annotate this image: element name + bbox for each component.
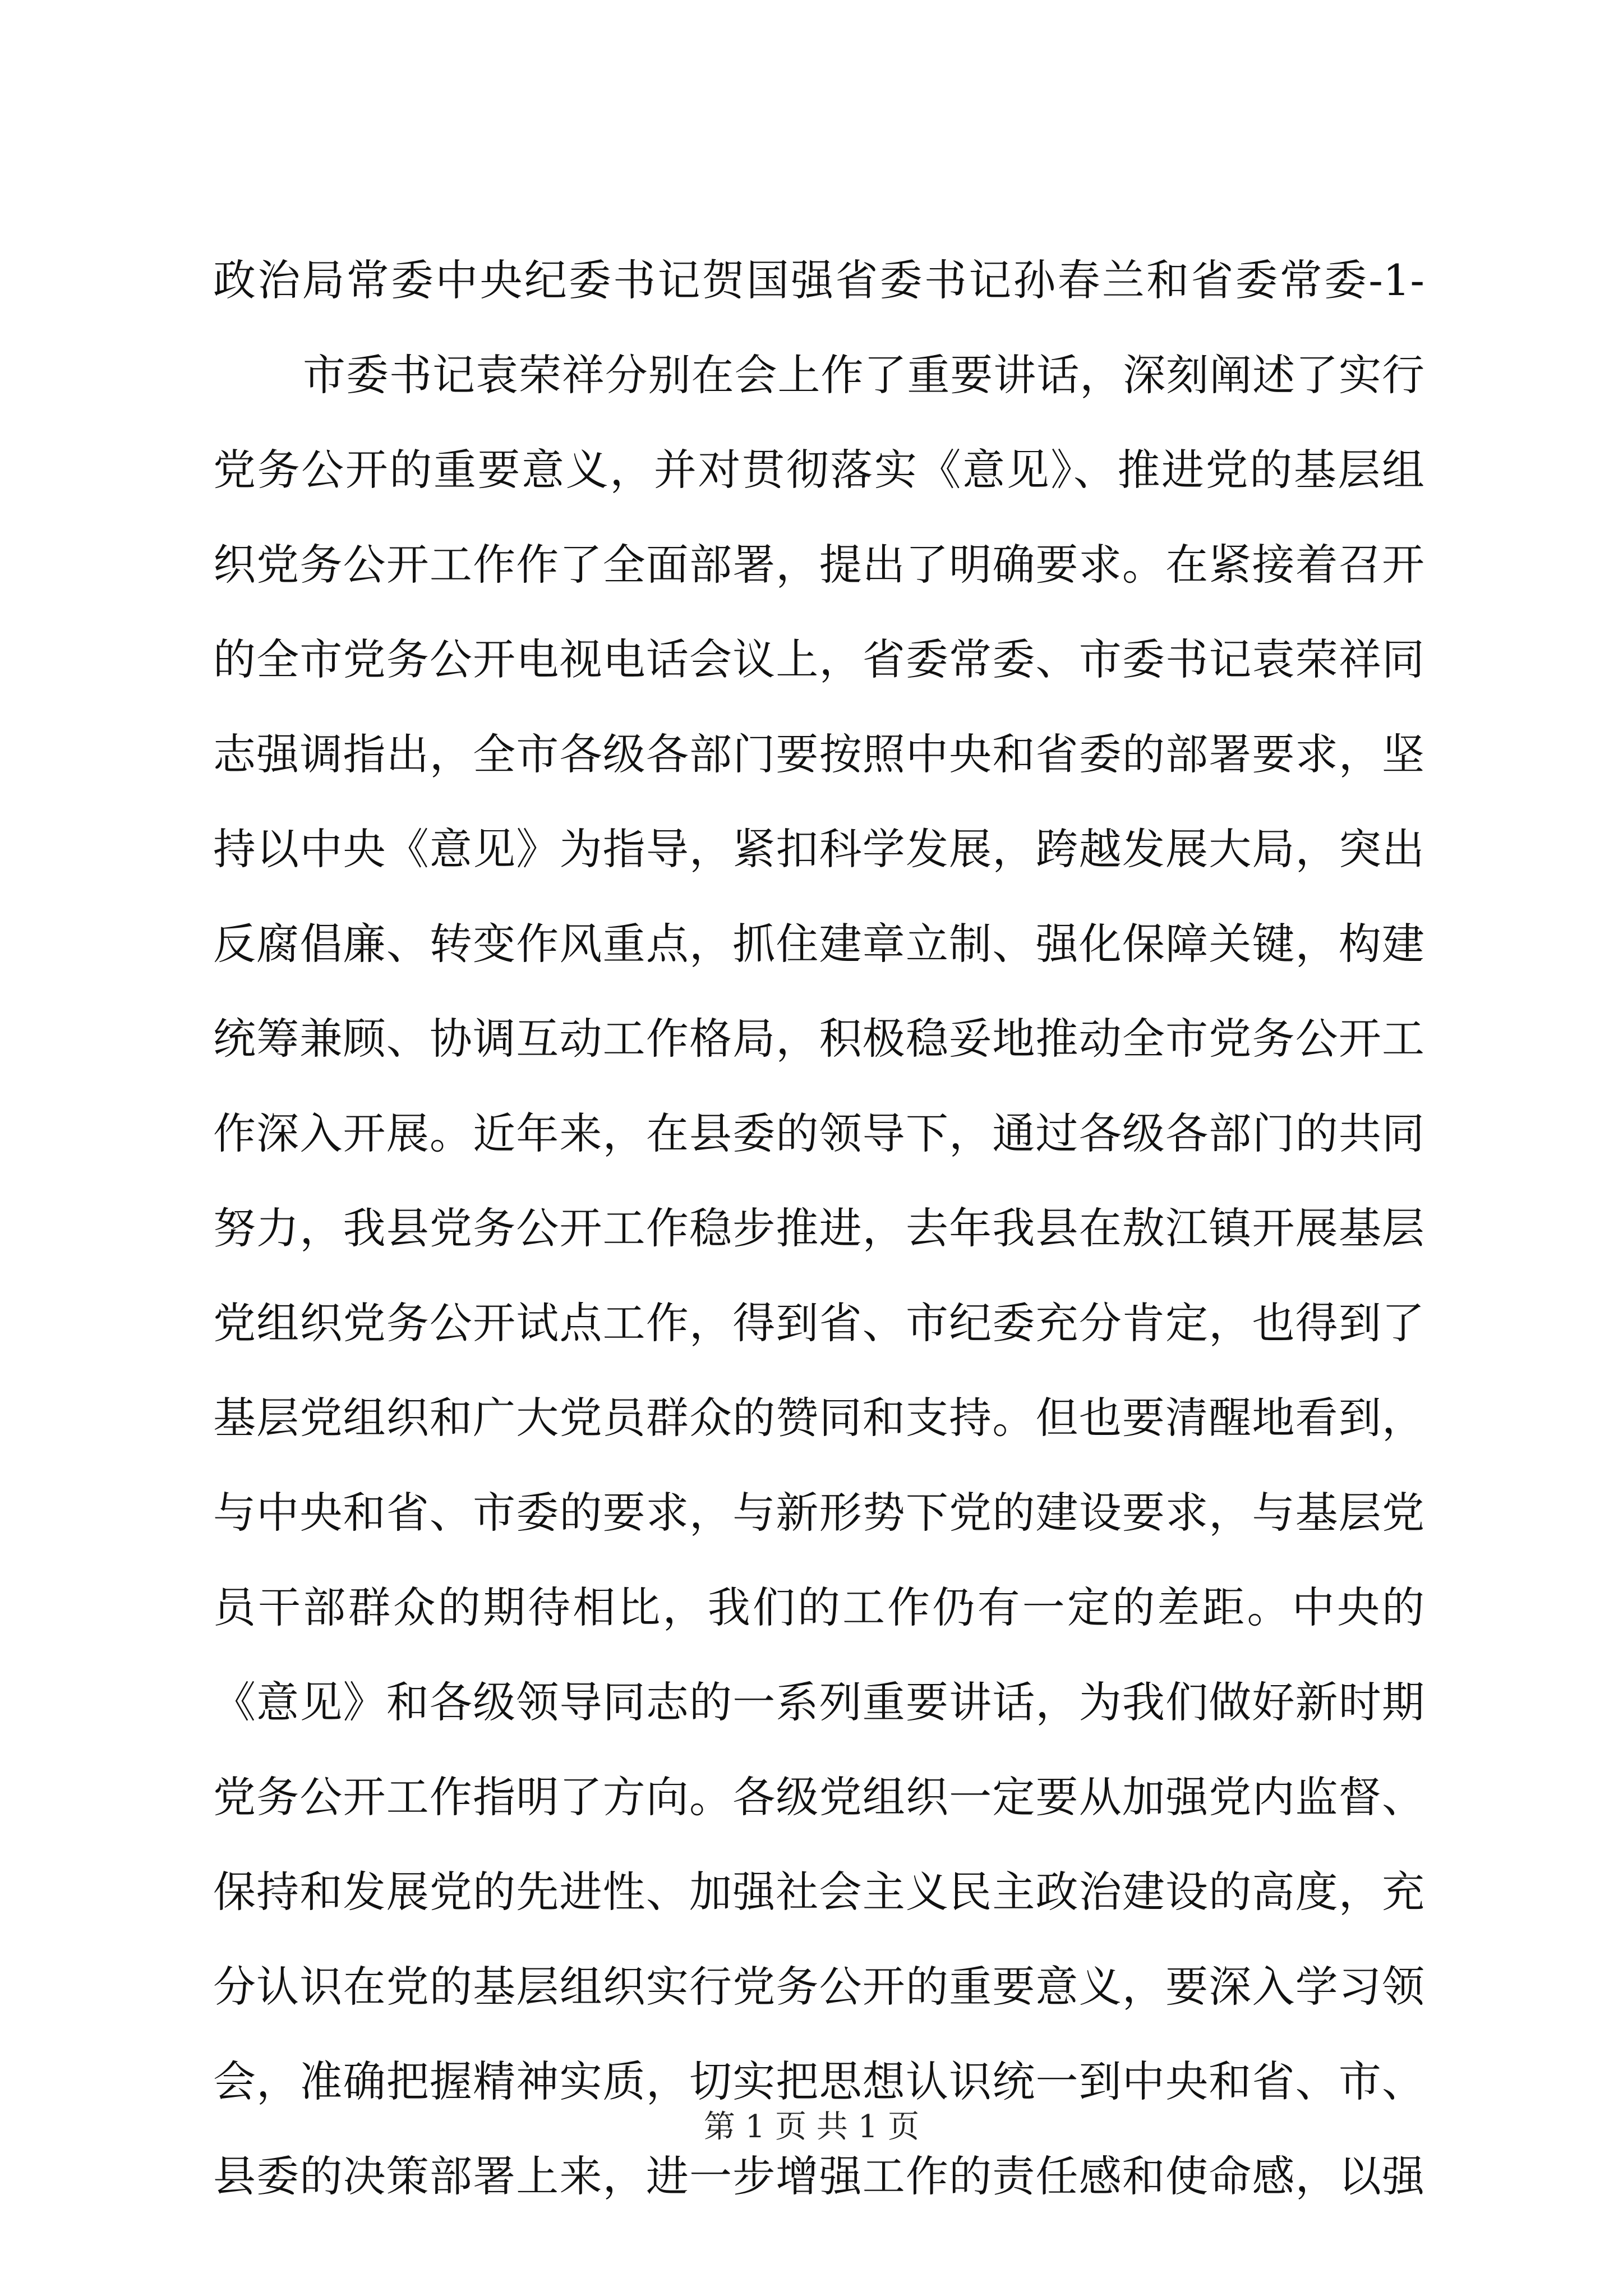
text-line: 政治局常委中央纪委书记贺国强省委书记孙春兰和省委常委-1- <box>213 255 1424 305</box>
text-line: 与中央和省、市委的要求，与新形势下党的建设要求，与基层党 <box>213 1488 1424 1538</box>
text-line: 市委书记袁荣祥分别在会上作了重要讲话，深刻阐述了实行 <box>303 350 1424 400</box>
text-line: 织党务公开工作作了全面部署，提出了明确要求。在紧接着召开 <box>213 540 1424 590</box>
text-line: 作深入开展。近年来，在县委的领导下，通过各级各部门的共同 <box>213 1108 1424 1158</box>
text-line: 保持和发展党的先进性、加强社会主义民主政治建设的高度，充 <box>213 1867 1424 1917</box>
text-line: 党务公开工作指明了方向。各级党组织一定要从加强党内监督、 <box>213 1772 1424 1822</box>
text-line: 《意见》和各级领导同志的一系列重要讲话，为我们做好新时期 <box>213 1677 1424 1727</box>
text-line: 员干部群众的期待相比，我们的工作仍有一定的差距。中央的 <box>213 1582 1424 1632</box>
text-line: 统筹兼顾、协调互动工作格局，积极稳妥地推动全市党务公开工 <box>213 1014 1424 1064</box>
text-line: 分认识在党的基层组织实行党务公开的重要意义，要深入学习领 <box>213 1962 1424 2012</box>
text-line: 党组织党务公开试点工作，得到省、市纪委充分肯定，也得到了 <box>213 1298 1424 1348</box>
text-line: 会，准确把握精神实质，切实把思想认识统一到中央和省、市、 <box>213 2056 1424 2106</box>
text-line: 努力，我县党务公开工作稳步推进，去年我县在敖江镇开展基层 <box>213 1203 1424 1253</box>
text-line: 基层党组织和广大党员群众的赞同和支持。但也要清醒地看到， <box>213 1393 1424 1443</box>
text-line: 反腐倡廉、转变作风重点，抓住建章立制、强化保障关键，构建 <box>213 919 1424 969</box>
page-footer <box>0 2105 1623 2150</box>
text-line: 党务公开的重要意义，并对贯彻落实《意见》、推进党的基层组 <box>213 445 1424 495</box>
text-line: 县委的决策部署上来，进一步增强工作的责任感和使命感，以强 <box>213 2151 1424 2201</box>
page-number-label: 第 1 页 共 1 页 <box>703 2109 920 2145</box>
text-line: 志强调指出，全市各级各部门要按照中央和省委的部署要求，坚 <box>213 729 1424 779</box>
text-line: 的全市党务公开电视电话会议上，省委常委、市委书记袁荣祥同 <box>213 634 1424 684</box>
text-line: 持以中央《意见》为指导，紧扣科学发展，跨越发展大局，突出 <box>213 824 1424 874</box>
document-body <box>213 233 1424 2224</box>
